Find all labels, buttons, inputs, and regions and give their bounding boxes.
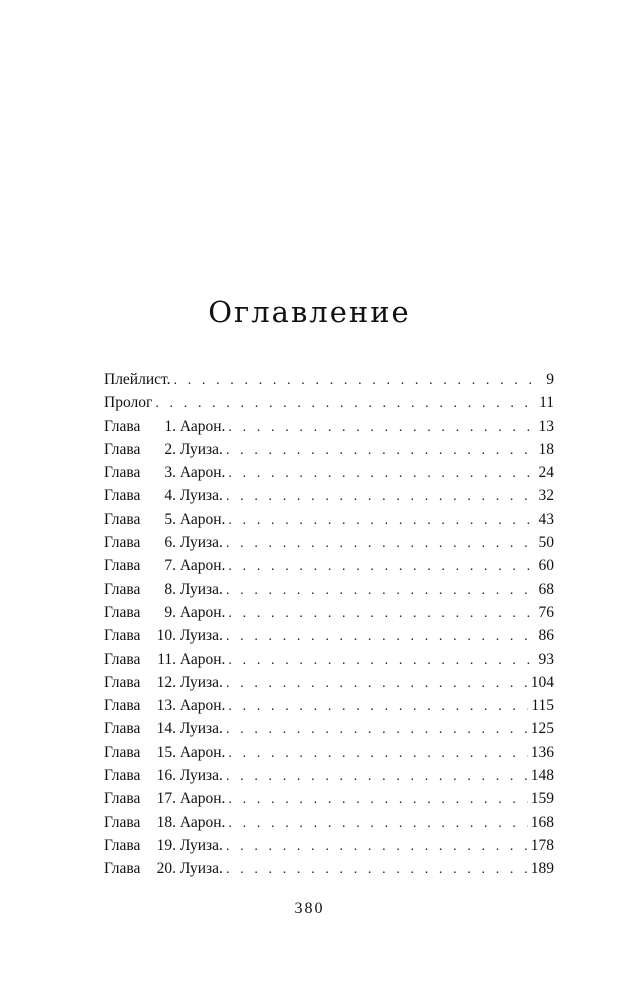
- toc-chapter-number: 19.: [156, 836, 176, 854]
- toc-entry-title: Луиза.: [179, 580, 223, 598]
- toc-entry-label: [104, 694, 225, 717]
- toc-page-number: 9: [546, 371, 554, 388]
- dot-leader: [226, 718, 528, 741]
- toc-entry-title: Аарон.: [179, 557, 226, 575]
- toc-entry-label: [104, 671, 223, 694]
- dot-leader: [228, 649, 535, 672]
- toc-entry-title: Луиза.: [179, 627, 223, 645]
- dot-leader: [228, 812, 527, 835]
- toc-entry-label: [104, 857, 223, 880]
- toc-chapter-word: Глава: [104, 557, 141, 575]
- toc-entry-label: [104, 438, 223, 461]
- toc-chapter-number: 15.: [156, 743, 176, 761]
- toc-entry-label: [104, 484, 223, 507]
- dot-leader: [228, 462, 535, 485]
- toc-entry-label: [104, 624, 223, 647]
- toc-chapter-word: Глава: [104, 510, 141, 528]
- toc-entry-title: Аарон.: [179, 464, 226, 482]
- toc-chapter-word: Глава: [104, 790, 141, 808]
- toc-chapter-word: Глава: [104, 627, 141, 645]
- toc-entry: [104, 484, 554, 507]
- toc-chapter-number: 11.: [157, 650, 176, 668]
- toc-chapter-number: 9.: [164, 603, 176, 621]
- toc-entry: [104, 717, 554, 740]
- toc-chapter-word: Глава: [104, 650, 141, 668]
- toc-page-number: 125: [530, 720, 554, 738]
- toc-entry-label: [104, 648, 225, 671]
- dot-leader: [226, 532, 536, 555]
- toc-chapter-word: Глава: [104, 860, 141, 878]
- toc-entry: [104, 415, 554, 438]
- toc-page-number: 148: [530, 767, 554, 785]
- dot-leader: [226, 439, 536, 462]
- toc-entry-title: Аарон.: [179, 417, 226, 435]
- toc-chapter-number: 1.: [164, 417, 176, 435]
- toc-entry-label: [104, 811, 225, 834]
- toc-page-number: 159: [530, 790, 554, 808]
- toc-chapter-word: Глава: [104, 673, 141, 691]
- toc-entry-title: Луиза.: [179, 440, 223, 458]
- toc-chapter-word: Глава: [104, 440, 141, 458]
- dot-leader: [228, 416, 535, 439]
- toc-entry: [104, 461, 554, 484]
- toc-entry-title: Луиза.: [179, 860, 223, 878]
- toc-entry-label: [104, 391, 152, 414]
- toc-entry: [104, 648, 554, 671]
- toc-entry: [104, 787, 554, 810]
- toc-page-number: 18: [538, 440, 554, 458]
- toc-page-number: 178: [530, 836, 554, 854]
- page-number: 380: [294, 900, 325, 917]
- dot-leader: [226, 579, 536, 602]
- toc-entry-label: [104, 531, 223, 554]
- toc-page-number: 136: [530, 743, 554, 761]
- page-title: Оглавление: [208, 295, 411, 329]
- dot-leader: [226, 858, 528, 881]
- toc-entry-label: [104, 368, 171, 391]
- toc-entry: [104, 671, 554, 694]
- dot-leader: [226, 485, 536, 508]
- toc-chapter-number: 2.: [164, 440, 176, 458]
- toc-entry-label: [104, 787, 225, 810]
- toc-entry-title: Аарон.: [179, 697, 226, 715]
- toc-entry: [104, 764, 554, 787]
- toc-entry-title: Луиза.: [179, 487, 223, 505]
- toc-entry: [104, 694, 554, 717]
- toc-entry: [104, 834, 554, 857]
- dot-leader: [155, 392, 536, 415]
- toc-chapter-word: Глава: [104, 580, 141, 598]
- toc-entry-title: Аарон.: [179, 510, 226, 528]
- toc-entry-title: Луиза.: [179, 836, 223, 854]
- dot-leader: [226, 672, 528, 695]
- toc-chapter-word: Глава: [104, 743, 141, 761]
- dot-leader: [228, 695, 528, 718]
- toc-entry-label: [104, 741, 225, 764]
- toc-entry: [104, 578, 554, 601]
- dot-leader: [228, 555, 535, 578]
- toc-entry: [104, 601, 554, 624]
- toc-chapter-word: Глава: [104, 697, 141, 715]
- dot-leader: [226, 835, 528, 858]
- toc-entry: [104, 554, 554, 577]
- toc-entry: [104, 438, 554, 461]
- dot-leader: [226, 765, 528, 788]
- toc-entry-title: Луиза.: [179, 673, 223, 691]
- toc-entry-label: [104, 578, 223, 601]
- toc-page-number: 115: [531, 697, 554, 715]
- toc-entry: [104, 391, 554, 414]
- toc-chapter-number: 6.: [164, 534, 176, 552]
- toc-chapter-word: Глава: [104, 487, 141, 505]
- toc-entry-title: Аарон.: [179, 743, 226, 761]
- toc-chapter-word: Глава: [104, 417, 141, 435]
- toc-page-number: 24: [538, 464, 554, 482]
- toc-entry-title: Луиза.: [179, 767, 223, 785]
- dot-leader: [228, 602, 535, 625]
- toc-page-number: 168: [530, 813, 554, 831]
- toc-chapter-word: Глава: [104, 767, 141, 785]
- dot-leader: [228, 742, 527, 765]
- toc-page-number: 86: [538, 627, 554, 645]
- toc-entry: [104, 508, 554, 531]
- toc-chapter-number: 12.: [156, 673, 176, 691]
- toc-chapter-number: 4.: [164, 487, 176, 505]
- dot-leader: [226, 625, 536, 648]
- table-of-contents: [104, 368, 554, 881]
- toc-page-number: 50: [538, 534, 554, 552]
- toc-entry-label: [104, 508, 225, 531]
- toc-entry: [104, 857, 554, 880]
- toc-chapter-number: 10.: [156, 627, 176, 645]
- toc-page-number: 60: [538, 557, 554, 575]
- toc-entry-title: Луиза.: [179, 720, 223, 738]
- toc-page-number: 93: [538, 650, 554, 668]
- toc-chapter-number: 3.: [164, 464, 176, 482]
- toc-entry-title: Аарон.: [179, 813, 226, 831]
- toc-page-number: 11: [539, 394, 554, 412]
- toc-entry: [104, 624, 554, 647]
- toc-entry-title: Аарон.: [179, 603, 226, 621]
- toc-chapter-word: Глава: [104, 836, 141, 854]
- toc-entry-label: [104, 601, 225, 624]
- toc-entry: [104, 531, 554, 554]
- toc-chapter-number: 16.: [156, 767, 176, 785]
- toc-chapter-word: Глава: [104, 720, 141, 738]
- toc-chapter-word: Глава: [104, 464, 141, 482]
- toc-page-number: 76: [538, 603, 554, 621]
- toc-entry: [104, 741, 554, 764]
- toc-chapter-word: Глава: [104, 813, 141, 831]
- toc-entry: [104, 811, 554, 834]
- dot-leader: [228, 509, 535, 532]
- toc-entry-label: [104, 554, 225, 577]
- toc-entry-title: Аарон.: [179, 650, 226, 668]
- toc-chapter-number: 7.: [164, 557, 176, 575]
- toc-chapter-number: 5.: [164, 510, 176, 528]
- toc-chapter-number: 20.: [156, 860, 176, 878]
- toc-entry-title: Луиза.: [179, 534, 223, 552]
- toc-entry-label: [104, 461, 225, 484]
- toc-chapter-word: Глава: [104, 603, 141, 621]
- toc-entry-label: [104, 717, 223, 740]
- dot-leader: [174, 369, 544, 392]
- toc-chapter-number: 14.: [156, 720, 176, 738]
- toc-entry-label: [104, 834, 223, 857]
- toc-page-number: 189: [530, 860, 554, 878]
- toc-page-number: 104: [530, 673, 554, 691]
- toc-entry-title: Плейлист.: [104, 371, 171, 388]
- dot-leader: [228, 788, 527, 811]
- toc-chapter-number: 18.: [156, 813, 176, 831]
- toc-entry: [104, 368, 554, 391]
- toc-chapter-word: Глава: [104, 534, 141, 552]
- toc-page-number: 68: [538, 580, 554, 598]
- toc-page-number: 32: [538, 487, 554, 505]
- toc-entry-title: Пролог: [104, 394, 153, 412]
- toc-page-number: 13: [538, 417, 554, 435]
- toc-chapter-number: 17.: [156, 790, 176, 808]
- toc-page-number: 43: [538, 510, 554, 528]
- toc-entry-title: Аарон.: [179, 790, 226, 808]
- toc-chapter-number: 13.: [156, 697, 176, 715]
- toc-entry-label: [104, 415, 225, 438]
- toc-chapter-number: 8.: [164, 580, 176, 598]
- toc-entry-label: [104, 764, 223, 787]
